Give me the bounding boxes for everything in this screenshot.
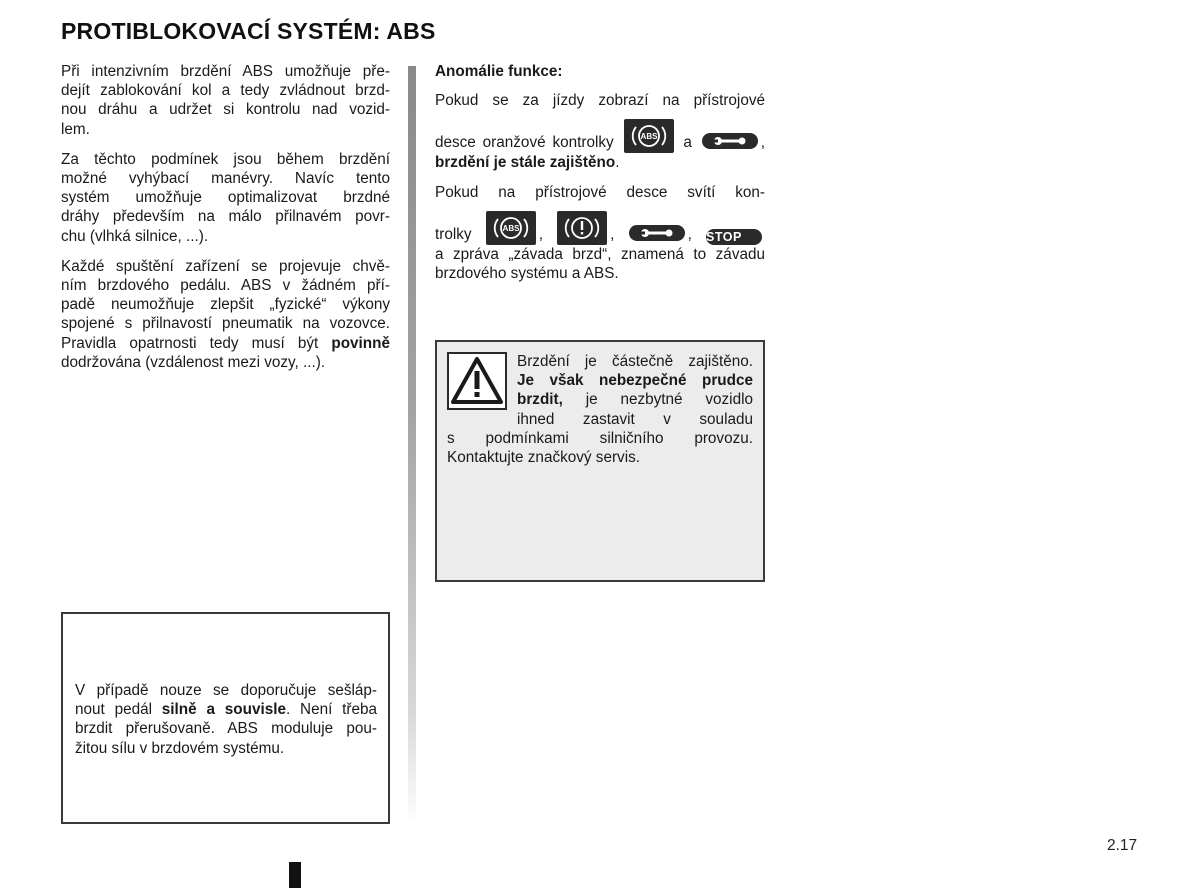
text-fragment: . Není třeba bbox=[285, 701, 378, 719]
bold-text: silně a souvisle bbox=[161, 701, 286, 719]
paragraph-anomaly-2 bbox=[435, 183, 765, 284]
bold-text: povinně bbox=[331, 334, 390, 352]
text-line: spojené s přilnavostí pneumatik na vozovce. bbox=[61, 315, 390, 333]
bold-text: Je však nebezpečné prudce bbox=[517, 372, 753, 390]
text-fragment: je nezbytné vozidlo bbox=[562, 391, 753, 409]
text-fragment: , bbox=[610, 225, 615, 243]
text-line: Každé spuštění zařízení se projevuje chvě- bbox=[61, 257, 390, 275]
text-fragment: a bbox=[683, 134, 692, 152]
text-line: Za těchto podmínek jsou během brzdění bbox=[61, 150, 390, 168]
text-line: Pokud na přístrojové desce svítí kon- bbox=[435, 183, 765, 201]
text-line: žitou sílu v brzdovém systému. bbox=[75, 739, 285, 757]
abs-warning-icon bbox=[624, 119, 674, 153]
text-fragment: nout pedál bbox=[75, 701, 162, 719]
text-line: Pokud se za jízdy zobrazí na přístrojové bbox=[435, 92, 765, 110]
bold-text: brzdění je stále zajištěno bbox=[435, 154, 616, 172]
column-divider bbox=[408, 66, 416, 826]
text-line: V případě nouze se doporučuje sešláp- bbox=[75, 682, 377, 699]
text-line bbox=[75, 700, 377, 719]
section-heading: Anomálie funkce: bbox=[435, 63, 563, 80]
brake-warning-icon bbox=[557, 211, 607, 245]
warning-box bbox=[435, 340, 765, 582]
text-line: systém umožňuje optimalizovat brzdné bbox=[61, 189, 390, 207]
text-fragment: . bbox=[615, 154, 620, 172]
text-line bbox=[435, 119, 765, 153]
note-box bbox=[61, 612, 390, 824]
text-line: Při intenzivním brzdění ABS umožňuje pře- bbox=[61, 63, 390, 80]
text-line: s podmínkami silničního provozu. bbox=[447, 429, 753, 447]
abs-icon-label: ABS bbox=[502, 223, 520, 233]
paragraph-abs-intro bbox=[61, 62, 390, 139]
wrench-icon bbox=[629, 225, 685, 241]
text-line: nou dráhu a udržet si kontrolu nad vozid- bbox=[61, 101, 390, 119]
text-line bbox=[435, 154, 619, 171]
note-text bbox=[75, 681, 377, 758]
warning-triangle-icon bbox=[447, 352, 507, 410]
text-line: Brzdění je částečně zajištěno. bbox=[517, 353, 753, 370]
text-line: možné vyhýbací manévry. Navíc tento bbox=[61, 170, 390, 188]
text-fragment: , bbox=[760, 134, 766, 152]
text-line: lem. bbox=[61, 120, 90, 138]
page-title: PROTIBLOKOVACÍ SYSTÉM: ABS bbox=[61, 18, 436, 44]
text-fragment: trolky bbox=[435, 225, 472, 243]
text-line: padě neumožňuje zlepšit „fyzické“ výkony bbox=[61, 296, 390, 314]
text-line: brzdit přerušovaně. ABS moduluje pou- bbox=[75, 720, 377, 738]
right-column bbox=[435, 62, 765, 293]
text-line: dejít zablokování kol a tedy zvládnout brzd- bbox=[61, 82, 390, 100]
text-line: brzdového systému a ABS. bbox=[435, 265, 619, 283]
stop-icon: STOP bbox=[706, 229, 762, 245]
page-edge-marker bbox=[289, 862, 301, 888]
text-line: chu (vlhká silnice, ...). bbox=[61, 227, 209, 245]
paragraph-anomaly-1 bbox=[435, 91, 765, 172]
text-fragment: Pravidla opatrnosti tedy musí být bbox=[61, 334, 332, 352]
page-number: 2.17 bbox=[1107, 837, 1138, 854]
text-line bbox=[435, 211, 765, 245]
bold-text: brzdit, bbox=[517, 391, 563, 409]
abs-icon-label: ABS bbox=[640, 132, 657, 142]
text-line: dráhy především na málo přilnavém povr- bbox=[61, 208, 390, 226]
text-fragment: desce oranžové kontrolky bbox=[435, 134, 614, 152]
text-fragment: , bbox=[687, 225, 692, 243]
warning-text bbox=[447, 352, 753, 467]
text-fragment: , bbox=[538, 225, 543, 243]
text-line: dodržována (vzdálenost mezi vozy, ...). bbox=[61, 353, 326, 371]
text-line: ihned zastavit v souladu bbox=[517, 410, 753, 428]
text-line: Kontaktujte značkový servis. bbox=[447, 449, 640, 467]
paragraph-maneuvers bbox=[61, 150, 390, 246]
text-line bbox=[61, 334, 390, 353]
text-line: ním brzdového pedálu. ABS v žádném pří- bbox=[61, 277, 390, 295]
wrench-icon bbox=[702, 133, 758, 149]
paragraph-pedal-vibration bbox=[61, 257, 390, 372]
text-line: a zpráva „závada brzd“, znamená to závadu bbox=[435, 245, 765, 263]
abs-warning-icon bbox=[486, 211, 536, 245]
left-column bbox=[61, 62, 390, 383]
